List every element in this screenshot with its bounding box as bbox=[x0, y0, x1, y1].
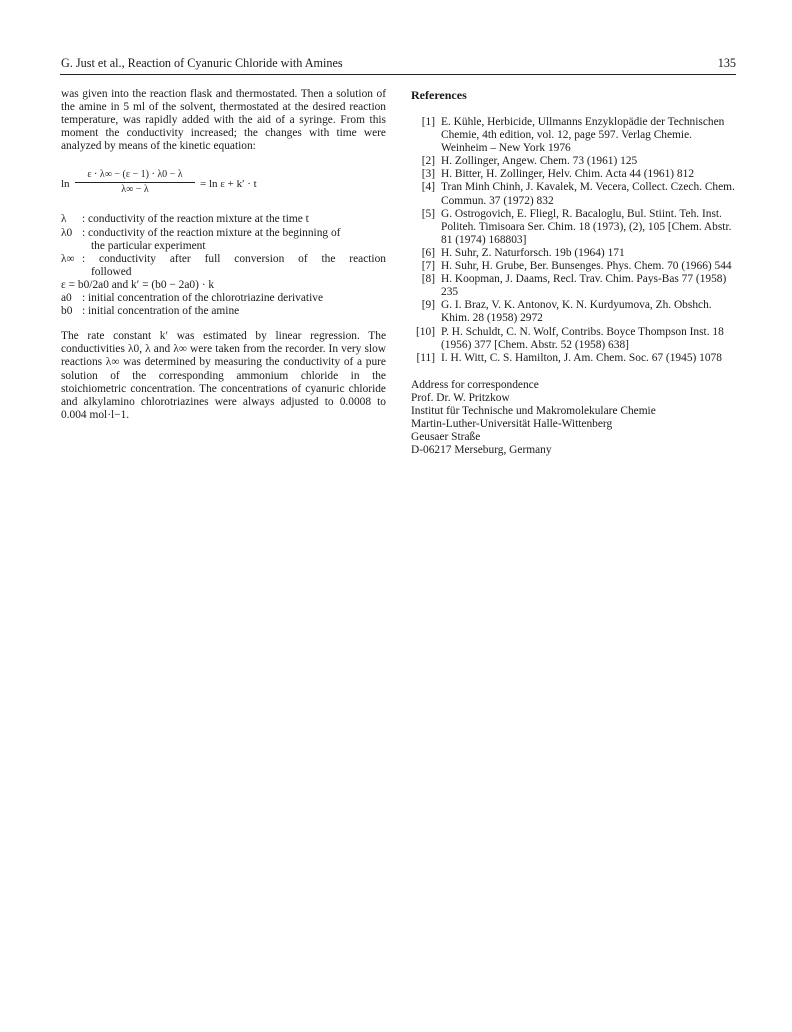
definition-item bbox=[61, 305, 386, 318]
running-header bbox=[61, 56, 736, 70]
definition-text: : conductivity of the reaction mixture at the beginning of bbox=[82, 226, 341, 239]
rate-constant-paragraph: The rate constant k′ was estimated by linear regression. The conductivities λ0, λ and λ∞ were taken from the recorder. In very slow reactions λ∞ was determined by measuring the conductivity of a pure solution of the corresponding ammonium chloride in the stoichiometric concentration. The concentrations of cyanuric chloride and alkylamino chlorotriazines were always adjusted to 0.0008 to 0.004 mol·l−1. bbox=[61, 330, 386, 421]
references-heading: References bbox=[411, 88, 467, 102]
reference-number: [2] bbox=[421, 155, 435, 168]
definition-symbol bbox=[61, 266, 82, 279]
fraction-bar bbox=[75, 182, 195, 183]
page-number: 135 bbox=[717, 56, 736, 70]
reference-number: [9] bbox=[421, 299, 435, 312]
equation-rhs: = ln ε + k′ · t bbox=[200, 178, 257, 191]
references-list bbox=[411, 116, 736, 365]
reference-item bbox=[411, 116, 736, 155]
definition-text: : conductivity of the reaction mixture at the time t bbox=[82, 213, 309, 226]
running-title: G. Just et al., Reaction of Cyanuric Chloride with Amines bbox=[61, 56, 343, 70]
reference-text: H. Suhr, H. Grube, Ber. Bunsenges. Phys. Chem. 70 (1966) 544 bbox=[441, 260, 732, 273]
equation-fraction bbox=[75, 169, 195, 196]
reference-number: [8] bbox=[421, 273, 435, 286]
reference-number: [1] bbox=[421, 116, 435, 128]
address-line: Institut für Technische und Makromolekulare Chemie bbox=[411, 404, 656, 417]
reference-number: [4] bbox=[421, 181, 435, 194]
address-line: D-06217 Merseburg, Germany bbox=[411, 444, 552, 457]
definition-symbol: λ0 bbox=[61, 226, 73, 239]
reference-number: [5] bbox=[421, 207, 435, 220]
definition-symbol: b0 bbox=[61, 305, 73, 318]
reference-item bbox=[411, 168, 736, 181]
reference-text: P. H. Schuldt, C. N. Wolf, Contribs. Boyce Thompson Inst. 18 (1956) 377 [Chem. Abstr. 52 (1958) 638] bbox=[441, 325, 724, 351]
reference-item bbox=[411, 299, 736, 325]
reference-text: I. H. Witt, C. S. Hamilton, J. Am. Chem. Soc. 67 (1945) 1078 bbox=[441, 351, 722, 364]
equation-denominator: λ∞ − λ bbox=[121, 184, 149, 196]
symbol-definitions bbox=[61, 213, 386, 318]
reference-text: H. Koopman, J. Daams, Recl. Trav. Chim. Pays-Bas 77 (1958) 235 bbox=[441, 273, 727, 299]
reference-item bbox=[411, 247, 736, 260]
definition-item bbox=[61, 266, 386, 279]
definition-item bbox=[61, 279, 386, 292]
equation-numerator: ε · λ∞ − (ε − 1) · λ0 − λ bbox=[87, 169, 183, 181]
definition-text: followed bbox=[91, 265, 132, 278]
reference-text: E. Kühle, Herbicide, Ullmanns Enzyklopädie der Technischen Chemie, 4th edition, vol. 12, page 597. Verlag Chemie. Weinheim – New York 1976 bbox=[441, 116, 725, 155]
reference-text: H. Suhr, Z. Naturforsch. 19b (1964) 171 bbox=[441, 246, 625, 259]
definition-text: : initial concentration of the chlorotriazine derivative bbox=[82, 292, 324, 305]
reference-item bbox=[411, 155, 736, 168]
reference-number: [3] bbox=[421, 168, 435, 181]
reference-number: [7] bbox=[421, 260, 435, 273]
reference-number: [11] bbox=[416, 351, 435, 364]
definition-symbol: a0 bbox=[61, 292, 72, 305]
reference-text: H. Bitter, H. Zollinger, Helv. Chim. Acta 44 (1961) 812 bbox=[441, 168, 695, 181]
reference-text: Tran Minh Chinh, J. Kavalek, M. Vecera, Collect. Czech. Chem. Commun. 37 (1972) 832 bbox=[441, 181, 735, 207]
definition-item bbox=[61, 227, 386, 240]
reference-text: H. Zollinger, Angew. Chem. 73 (1961) 125 bbox=[441, 155, 638, 168]
definition-text: : initial concentration of the amine bbox=[82, 305, 240, 318]
address-line: Address for correspondence bbox=[411, 378, 539, 391]
definition-text: ε = b0/2a0 and k′ = (b0 − 2a0) · k bbox=[61, 278, 215, 291]
reference-item bbox=[411, 273, 736, 299]
reference-item bbox=[411, 352, 736, 365]
header-rule bbox=[60, 74, 736, 75]
correspondence-address bbox=[411, 379, 736, 458]
definition-symbol bbox=[61, 240, 82, 253]
reference-number: [6] bbox=[421, 246, 435, 259]
definition-item bbox=[61, 213, 386, 226]
kinetic-equation bbox=[61, 169, 386, 203]
definition-text: the particular experiment bbox=[91, 239, 206, 252]
reference-item bbox=[411, 326, 736, 352]
address-line: Geusaer Straße bbox=[411, 431, 481, 444]
definition-text: : conductivity after full conversion of the reaction bbox=[82, 252, 386, 265]
definition-item bbox=[61, 240, 386, 253]
address-line: Martin-Luther-Universität Halle-Wittenberg bbox=[411, 418, 613, 431]
intro-paragraph: was given into the reaction flask and thermostated. Then a solution of the amine in 5 ml of the solvent, thermostated at the desired reaction temperature, was rapidly added with the aid of a syringe. From this moment the conductivity increased; the changes with time were analyzed by means of the kinetic equation: bbox=[61, 88, 386, 153]
reference-text: G. Ostrogovich, E. Fliegl, R. Bacaloglu, Bul. Stiint. Teh. Inst. Politeh. Timisoara Ser. Chim. 18 (1973), (2), 105 [Chem. Abstr. 81 (1974) 168803] bbox=[441, 207, 732, 246]
address-line: Prof. Dr. W. Pritzkow bbox=[411, 391, 510, 404]
definition-item bbox=[61, 253, 386, 266]
definition-item bbox=[61, 292, 386, 305]
definition-symbol: λ bbox=[61, 213, 67, 226]
reference-number: [10] bbox=[416, 325, 435, 338]
reference-item bbox=[411, 260, 736, 273]
definition-symbol: λ∞ bbox=[61, 252, 75, 265]
right-column bbox=[411, 88, 736, 457]
reference-item bbox=[411, 208, 736, 247]
reference-text: G. I. Braz, V. K. Antonov, K. N. Kurdyumova, Zh. Obshch. Khim. 28 (1958) 2972 bbox=[441, 299, 712, 325]
reference-item bbox=[411, 181, 736, 207]
left-column bbox=[61, 88, 386, 422]
equation-ln: ln bbox=[61, 178, 70, 191]
